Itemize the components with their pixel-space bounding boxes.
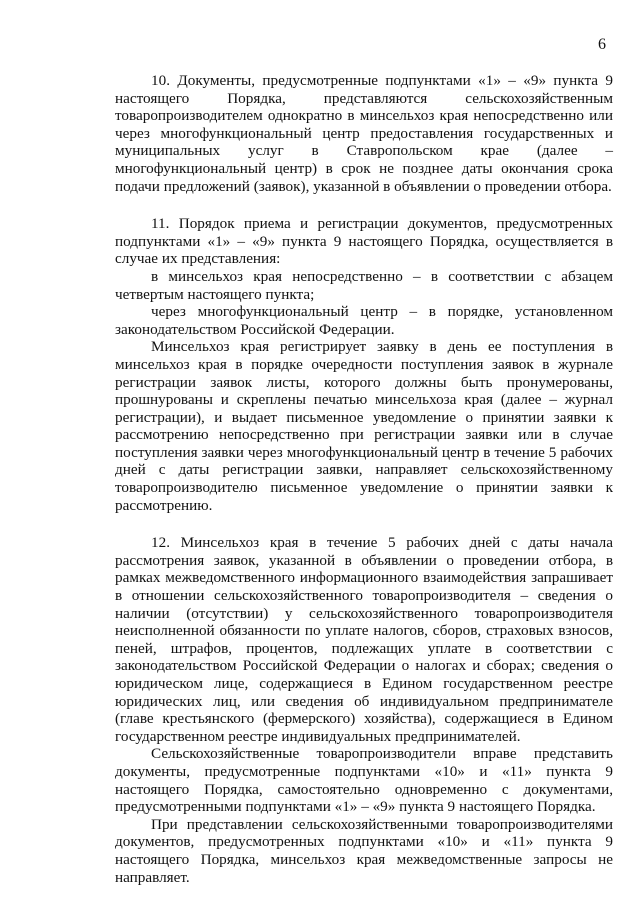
paragraph-11-item-mfc: через многофункциональный центр – в порядке, установленном законодательством Российской Федерации.: [115, 303, 613, 338]
paragraph-12-self-submission: Сельскохозяйственные товаропроизводители вправе представить документы, предусмотренные подпунктами «10» и «11» пункта 9 настоящего Порядка, самостоятельно одновременно с документами, предусмотренными подпунктами «1» – «9» пункта 9 настоящего Порядка.: [115, 745, 613, 816]
page-number: 6: [598, 36, 606, 53]
paragraph-12: 12. Минсельхоз края в течение 5 рабочих дней с даты начала рассмотрения заявок, указанной в объявлении о проведении отбора, в рамках межведомственного информационного взаимодействия запрашивает в отношении сельскохозяйственного товаропроизводителя – сведения о наличии (отсутствии) у сельскохозяйственного товаропроизводителя неисполненной обязанности по уплате налогов, сборов, страховых взносов, пеней, штрафов, процентов, подлежащих уплате в соответствии с законодательством Российской Федерации о налогах и сборах; сведения о юридическом лице, содержащиеся в Едином государственном реестре юридических лиц, или сведения об индивидуальном предпринимателе (главе крестьянского (фермерского) хозяйства), содержащиеся в Едином государственном реестре индивидуальных предпринимателей.: [115, 534, 613, 745]
paragraph-gap: [115, 514, 613, 534]
paragraph-11-item-direct: в минсельхоз края непосредственно – в соответствии с абзацем четвертым настоящего пункта;: [115, 267, 613, 303]
paragraph-10: 10. Документы, предусмотренные подпунктами «1» – «9» пункта 9 настоящего Порядка, представляются сельскохозяйственным товаропроизводителем однократно в минсельхоз края непосредственно или через многофункциональный центр предоставления государственных и муниципальных услуг в Ставропольском крае (далее – многофункциональный центр) в срок не позднее даты окончания срока подачи предложений (заявок), указанной в объявлении о проведении отбора.: [115, 72, 613, 195]
document-body: [115, 72, 613, 886]
paragraph-11-registration: Минсельхоз края регистрирует заявку в день ее поступления в минсельхоз края в порядке очередности поступления заявок в журнале регистрации заявок листы, которого должны быть пронумерованы, прошнурованы и скреплены печатью минсельхоза края (далее – журнал регистрации), и выдает письменное уведомление о принятии заявки к рассмотрению непосредственно при регистрации заявки или в случае поступления заявки через многофункциональный центр в течение 5 рабочих дней с даты регистрации заявки, направляет сельскохозяйственному товаропроизводителю письменное уведомление о принятии заявки к рассмотрению.: [115, 338, 613, 514]
paragraph-12-no-requests: При представлении сельскохозяйственными товаропроизводителями документов, предусмотренных подпунктами «10» и «11» пункта 9 настоящего Порядка, минсельхоз края межведомственные запросы не направляет.: [115, 815, 613, 886]
paragraph-11: 11. Порядок приема и регистрации документов, предусмотренных подпунктами «1» – «9» пункта 9 настоящего Порядка, осуществляется в случае их представления:: [115, 215, 613, 268]
paragraph-gap: [115, 195, 613, 215]
